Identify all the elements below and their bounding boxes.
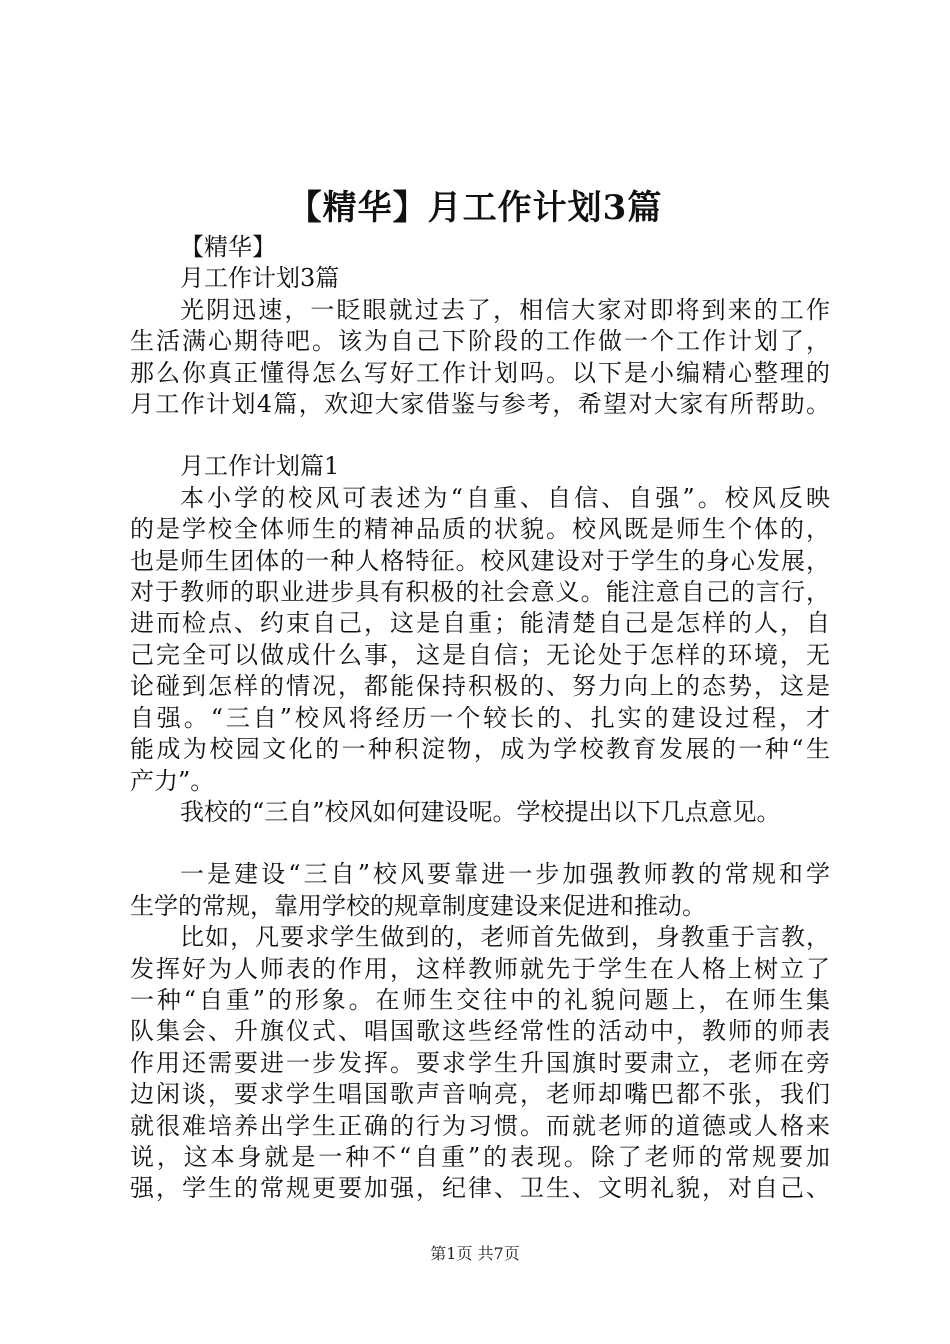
heading-line-1: 【精华】: [180, 233, 276, 261]
paragraph-gap: [130, 420, 830, 451]
paragraph-line: 能成为校园文化的一种积淀物，成为学校教育发展的一种“生: [130, 735, 830, 764]
paragraph-line: 说，这本身就是一种不“自重”的表现。除了老师的常规要加: [130, 1142, 830, 1171]
paragraph-line: 本小学的校风可表述为“自重、自信、自强”。校风反映: [180, 483, 830, 512]
intro-line: 那么你真正懂得怎么写好工作计划吗。以下是小编精心整理的: [130, 358, 830, 387]
document-title: 【精华】月工作计划3篇: [287, 188, 663, 228]
paragraph-line: 一种“自重”的形象。在师生交往中的礼貌问题上，在师生集: [130, 985, 830, 1014]
paragraph-1: [130, 483, 830, 797]
paragraph-line: 产力”。: [130, 766, 215, 795]
paragraph-4: [130, 922, 830, 1205]
paragraph-line: 就很难培养出学生正确的行为习惯。而就老师的道德或人格来: [130, 1111, 830, 1140]
paragraph-gap: [130, 828, 830, 859]
paragraph-line: 队集会、升旗仪式、唱国歌这些经常性的活动中，教师的师表: [130, 1017, 830, 1046]
paragraph-line: 对于教师的职业进步具有积极的社会意义。能注意自己的言行，: [130, 578, 830, 607]
document-body: [130, 232, 830, 1205]
paragraph-2: 我校的“三自”校风如何建设呢。学校提出以下几点意见。: [180, 797, 781, 826]
intro-line: 生活满心期待吧。该为自己下阶段的工作做一个工作计划了，: [130, 327, 830, 356]
paragraph-line: 也是师生团体的一种人格特征。校风建设对于学生的身心发展，: [130, 546, 830, 575]
paragraph-line: 比如，凡要求学生做到的，老师首先做到，身教重于言教，: [180, 923, 830, 952]
page-footer: 第1页 共7页: [430, 1244, 520, 1263]
paragraph-line: 的是学校全体师生的精神品质的状貌。校风既是师生个体的，: [130, 515, 830, 544]
paragraph-line: 己完全可以做成什么事，这是自信；无论处于怎样的环境，无: [130, 640, 830, 669]
intro-line: 光阴迅速，一眨眼就过去了，相信大家对即将到来的工作: [180, 295, 830, 324]
intro-line: 月工作计划4篇，欢迎大家借鉴与参考，希望对大家有所帮助。: [130, 390, 830, 419]
paragraph-line: 一是建设“三自”校风要靠进一步加强教师教的常规和学: [180, 860, 830, 889]
paragraph-line: 发挥好为人师表的作用，这样教师就先于学生在人格上树立了: [130, 954, 830, 983]
paragraph-line: 进而检点、约束自己，这是自重；能清楚自己是怎样的人，自: [130, 609, 830, 638]
heading-line-2: 月工作计划3篇: [180, 264, 340, 293]
intro-paragraph: [130, 295, 830, 421]
paragraph-line: 边闲谈，要求学生唱国歌声音响亮，老师却嘴巴都不张，我们: [130, 1080, 830, 1109]
paragraph-line: 生学的常规，靠用学校的规章制度建设来促进和推动。: [130, 891, 706, 920]
paragraph-line: 强，学生的常规更要加强，纪律、卫生、文明礼貌，对自己、: [130, 1174, 830, 1203]
paragraph-line: 论碰到怎样的情况，都能保持积极的、努力向上的态势，这是: [130, 672, 830, 701]
paragraph-3: [130, 859, 830, 922]
paragraph-line: 自强。“三自”校风将经历一个较长的、扎实的建设过程，才: [130, 703, 830, 732]
section-title: 月工作计划篇1: [180, 452, 340, 481]
paragraph-line: 作用还需要进一步发挥。要求学生升国旗时要肃立，老师在旁: [130, 1048, 830, 1077]
